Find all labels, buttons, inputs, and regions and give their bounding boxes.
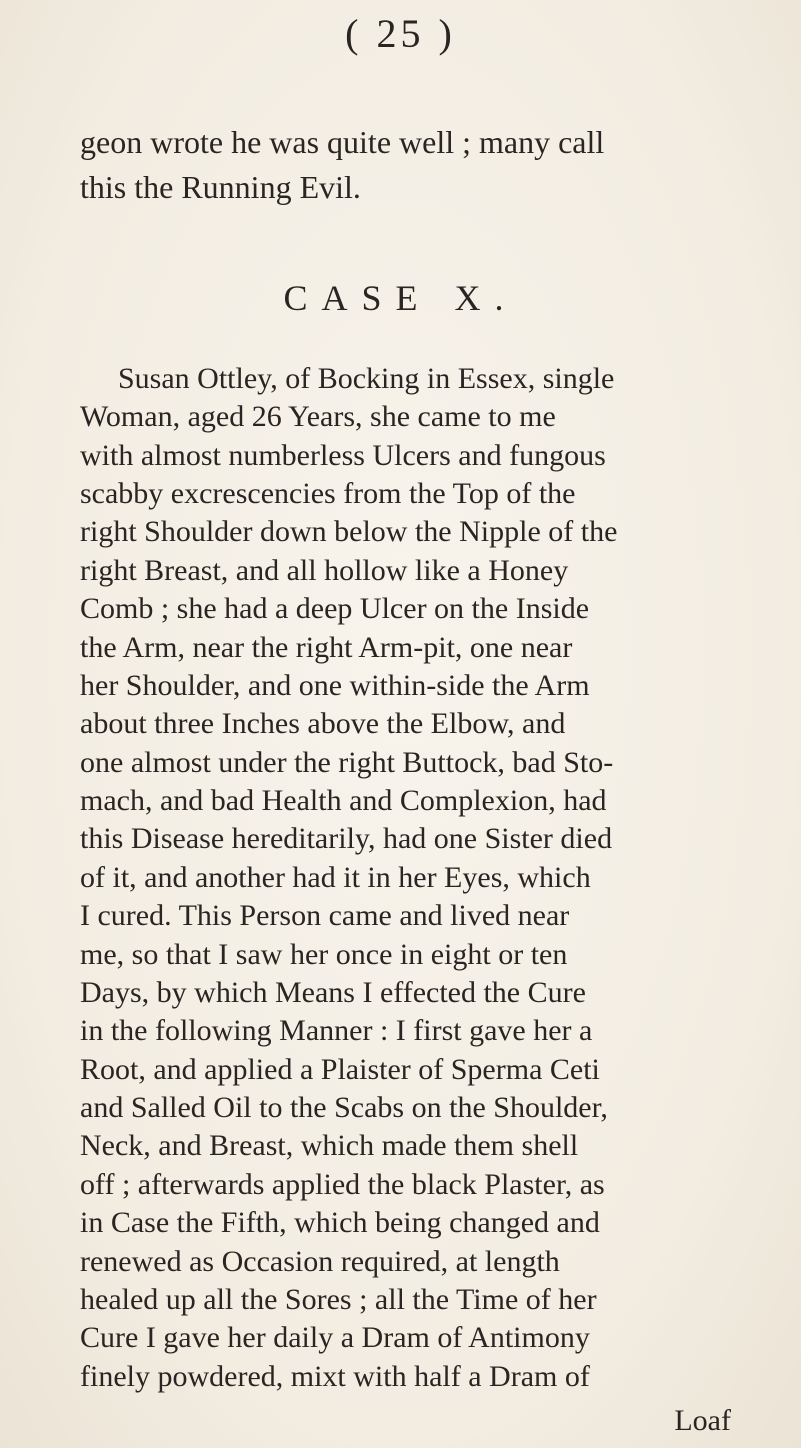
text-line-1: geon wrote he was quite well ; many call: [80, 124, 605, 160]
text-line-9: Comb ; she had a deep Ulcer on the Inside: [80, 592, 590, 625]
text-line-15: this Disease hereditarily, had one Sister died: [80, 822, 613, 855]
text-line-3: Susan Ottley, of Bocking in Essex, single: [118, 362, 615, 395]
text-line-4: Woman, aged 26 Years, she came to me: [80, 400, 556, 433]
text-line-11: her Shoulder, and one within-side the Arm: [80, 669, 590, 702]
text-line-5: with almost numberless Ulcers and fungous: [80, 439, 606, 472]
text-line-21: Root, and applied a Plaister of Sperma Ceti: [80, 1053, 600, 1086]
text-line-26: renewed as Occasion required, at length: [80, 1245, 560, 1278]
text-line-7: right Shoulder down below the Nipple of the: [80, 515, 618, 548]
catchword: Loaf: [674, 1404, 731, 1437]
text-line-19: Days, by which Means I effected the Cure: [80, 976, 586, 1009]
text-line-13: one almost under the right Buttock, bad Sto-: [80, 746, 614, 779]
text-line-29: finely powdered, mixt with half a Dram of: [80, 1360, 590, 1393]
text-line-25: in Case the Fifth, which being changed and: [80, 1206, 600, 1239]
text-line-10: the Arm, near the right Arm-pit, one near: [80, 631, 573, 664]
text-line-18: me, so that I saw her once in eight or ten: [80, 938, 568, 971]
text-line-6: scabby excrescencies from the Top of the: [80, 477, 576, 510]
text-line-12: about three Inches above the Elbow, and: [80, 707, 566, 740]
text-line-22: and Salled Oil to the Scabs on the Shoulder,: [80, 1091, 608, 1124]
page-number: ( 25 ): [345, 11, 456, 56]
text-line-27: healed up all the Sores ; all the Time of her: [80, 1283, 597, 1316]
text-line-24: off ; afterwards applied the black Plaster, as: [80, 1168, 605, 1201]
text-line-28: Cure I gave her daily a Dram of Antimony: [80, 1321, 590, 1354]
text-line-14: mach, and bad Health and Complexion, had: [80, 784, 607, 817]
text-line-23: Neck, and Breast, which made them shell: [80, 1129, 579, 1162]
text-line-16: of it, and another had it in her Eyes, which: [80, 861, 591, 894]
text-line-2: this the Running Evil.: [80, 169, 361, 205]
text-line-17: I cured. This Person came and lived near: [80, 899, 570, 932]
text-line-20: in the following Manner : I first gave her a: [80, 1014, 593, 1047]
case-heading: CASE X.: [283, 278, 518, 318]
text-line-8: right Breast, and all hollow like a Honey: [80, 554, 569, 587]
